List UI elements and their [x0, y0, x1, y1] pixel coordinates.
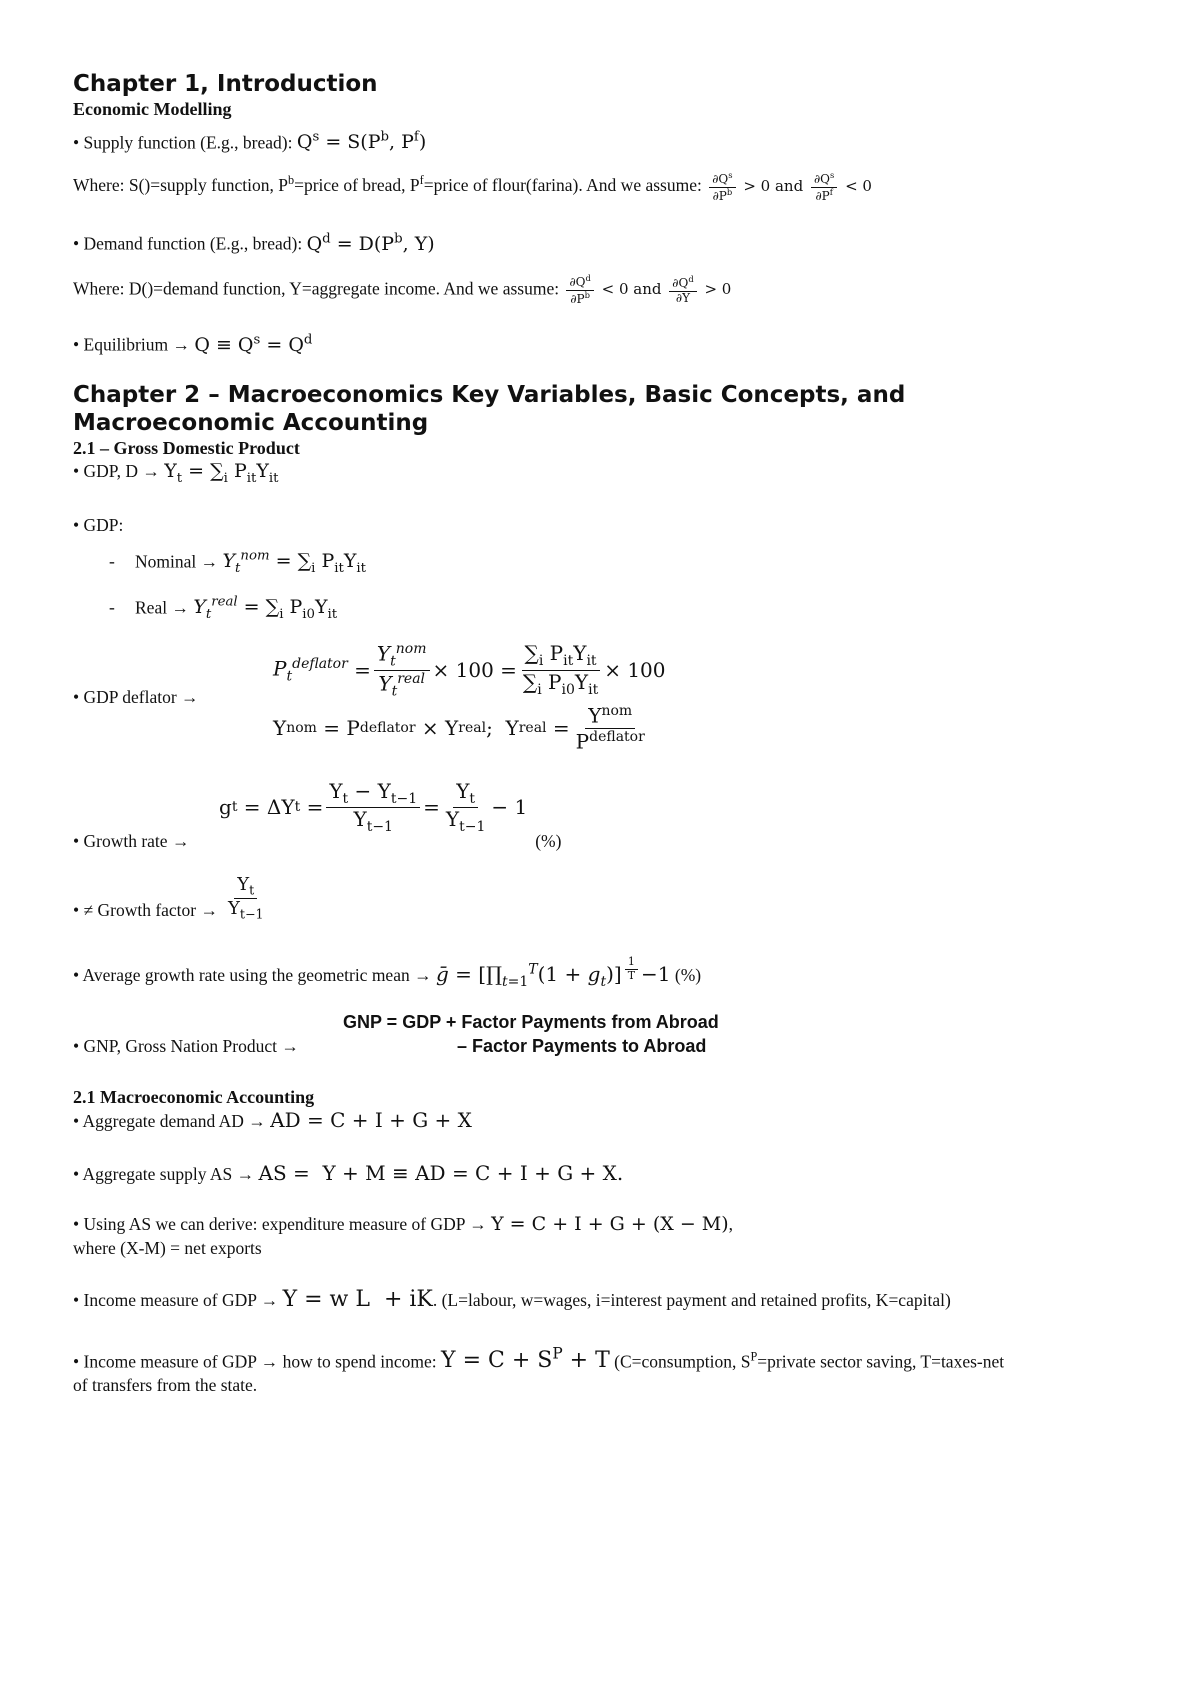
expenditure-measure-line: • Using AS we can derive: expenditure measure of GDP → Y = C + I + G + (X − M),: [73, 1212, 734, 1235]
supply-function-line: [73, 126, 1133, 154]
gnp-label: • GNP, Gross Nation Product →: [73, 1035, 299, 1056]
aggregate-supply-line: • Aggregate supply AS → AS = Y + M ≡ AD = C + I + G + X.: [73, 1160, 624, 1185]
equilibrium-label: • Equilibrium →: [73, 334, 190, 355]
gdp-deflator-label: • GDP deflator →: [73, 687, 199, 708]
gnp-formula: GNP = GDP + Factor Payments from Abroad – Factor Payments to Abroad: [343, 1011, 719, 1056]
aggregate-demand-line: • Aggregate demand AD → AD = C + I + G + X: [73, 1107, 472, 1132]
gdp-section-heading: 2.1 – Gross Domestic Product: [73, 437, 300, 458]
gdp-real-line: - Real → $Y_t^{real} = \sum_i$ $P_{i0}Y_{it}$: [109, 594, 338, 622]
chapter-1-title: Chapter 1, Introduction: [73, 71, 378, 97]
demand-function-line: [73, 227, 1133, 255]
supply-assumption-formula: $\frac{\partial Q^s}{\partial P^b}$ > 0 and $\frac{\partial Q^s}{\partial P^f}$ < 0: [706, 177, 872, 195]
growth-factor-label: • ≠ Growth factor →: [73, 899, 218, 920]
avg-growth-line: • Average growth rate using the geometric mean → ḡ = $[\prod_{t=1}^T(1 + g_t)]$ $^{\frac{1}{T}}$ −1 (%): [73, 954, 702, 990]
supply-function-formula: $Q^s = S(P^b$, $P^f$): [296, 130, 427, 154]
growth-rate-formula: g t = ΔY t = $\frac{Y_t - Y_{t-1}}{Y_{t-1}}$ = $\frac{Y_t}{Y_{t-1}}$ − 1: [219, 778, 528, 835]
demand-assumption-formula: $\frac{\partial Q^d}{\partial P^b}$ < 0 and $\frac{\partial Q^d}{\partial Y}$ > 0: [563, 280, 731, 298]
spend-income-line: • Income measure of GDP → how to spend income: $Y = C + S^P + T$ (C=consumption, $S^P=private$ sector saving, T=taxes-net: [73, 1344, 1005, 1373]
chapter-2-title-line-2: Macroeconomic Accounting: [73, 409, 429, 436]
avg-growth-formula: ḡ = $[\prod_{t=1}^T(1 + g_t)]$ $^{\frac{1}{T}}$ −1: [435, 954, 671, 990]
gnp-block: [73, 1010, 1133, 1058]
aggregate-supply-formula: AS = Y + M ≡ AD = C + I + G + X.: [258, 1160, 624, 1185]
growth-factor-block: [73, 875, 1133, 922]
chapter-2-title-line-1: Chapter 2 – Macroeconomics Key Variables, Basic Concepts, and: [73, 381, 906, 408]
supply-where-line: Where: S()=supply function, $P^b=price$ of bread, $P^f=price$ of flour(farina). And we assume: $\frac{\partial Q^s}{\partial P^b}$ > 0 and $\frac{\partial Q^s}{\partial P^f}$ < 0: [73, 169, 872, 203]
expenditure-measure-formula: Y = C + I + G + (X − M): [491, 1212, 729, 1235]
demand-function-formula: $Q^d = D(P^b$, Y): [306, 231, 435, 255]
spend-income-formula: $Y = C + S^P + T$: [441, 1344, 610, 1373]
gdp-nominal-line: - Nominal → $Y_t^{nom} = \sum_i$ $P_{it}Y_{it}$: [109, 548, 366, 576]
supply-function-label: • Supply function (E.g., bread):: [73, 132, 293, 153]
equilibrium-line: [73, 328, 1133, 356]
income-measure-formula: Y = w L + iK: [282, 1286, 433, 1312]
growth-rate-block: [73, 780, 1133, 853]
gdp-d-line: • GDP, $D \to Y_t = \sum_i$ $P_{it}Y_{it}$: [73, 459, 279, 486]
growth-factor-formula: $\frac{Y_t}{Y_{t-1}}$: [228, 873, 264, 922]
equilibrium-formula: $Q \equiv Q^s = Q^d$: [194, 332, 313, 356]
spend-income-note-line-2: of transfers from the state.: [73, 1375, 258, 1395]
economic-modelling-heading: Economic Modelling: [73, 99, 232, 119]
income-measure-line: • Income measure of GDP → Y = w L + iK. (L=labour, w=wages, i=interest payment and retained profits, K=capital): [73, 1286, 951, 1312]
net-exports-line: where (X-M) = net exports: [73, 1237, 262, 1258]
accounting-heading: 2.1 Macroeconomic Accounting: [73, 1086, 315, 1107]
nominal-gdp-formula: $Y_t^{nom} = \sum_i$ $P_{it}Y_{it}$: [222, 548, 366, 576]
growth-rate-percent: (%): [535, 830, 562, 851]
gdp-d-formula: $Y_t = \sum_i$ $P_{it}Y_{it}$: [164, 459, 279, 486]
growth-rate-label: • Growth rate →: [73, 830, 190, 851]
aggregate-demand-formula: AD = C + I + G + X: [270, 1107, 472, 1132]
demand-function-label: • Demand function (E.g., bread):: [73, 233, 303, 254]
demand-where-line: Where: D()=demand function, Y=aggregate income. And we assume: $\frac{\partial Q^d}{\partial P^b}$ < 0 and $\frac{\partial Q^d}{\partial Y}$ > 0: [73, 272, 732, 306]
gdp-deflator-formulas: $P_t^{deflator}$ = $\frac{Y_t^{nom}}{Y_t^{real}}$ × 100 = $\frac{\sum_i P_{it}Y_{it}}{\sum_i P_{i0}Y_{it}}$ × 100 Y nom = P deflator × Y real ; Y real = $\frac{Y^{nom}}{P^{deflator}}$: [273, 640, 666, 754]
document-page: [73, 70, 1133, 1397]
real-gdp-formula: $Y_t^{real} = \sum_i$ $P_{i0}Y_{it}$: [193, 594, 338, 622]
gdp-line: • GDP:: [73, 514, 124, 535]
gdp-deflator-block: [73, 641, 1133, 754]
